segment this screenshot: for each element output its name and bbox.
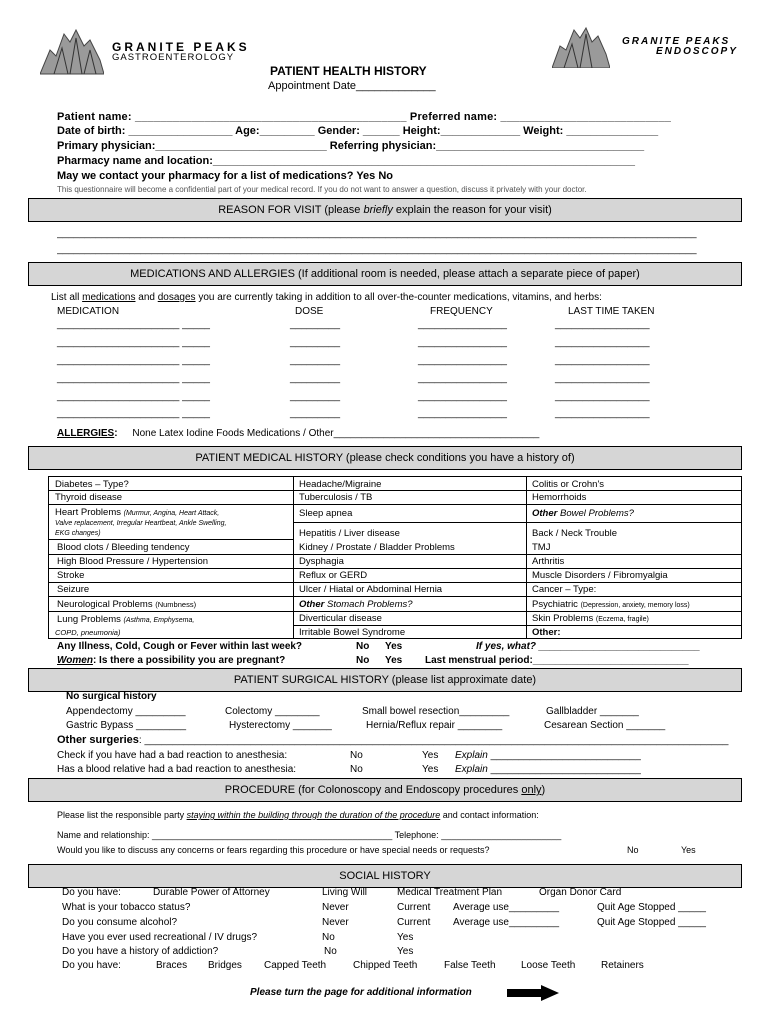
surg-cesarean[interactable]: Cesarean Section _______	[544, 720, 666, 731]
intro-dosages: dosages	[157, 292, 196, 303]
resp-post: and contact information:	[440, 810, 539, 820]
procedure-header	[28, 778, 742, 802]
organ-donor-card[interactable]: Organ Donor Card	[539, 887, 622, 898]
addiction-yes[interactable]: Yes	[397, 946, 414, 957]
anesthesia-self-no[interactable]: No	[350, 750, 363, 761]
cond-neuro-label: Neurological Problems	[57, 599, 153, 610]
cond-back-neck[interactable]: Back / Neck Trouble	[532, 528, 618, 539]
cond-ulcer[interactable]: Ulcer / Hiatal or Abdominal Hernia	[299, 584, 443, 595]
surg-hysterectomy[interactable]: Hysterectomy _______	[229, 720, 332, 731]
dob-row[interactable]: Date of birth: _________________ Age:_________ Gender: ______ Height:_____________ Weight: _______________	[57, 125, 659, 137]
cond-thyroid[interactable]: Thyroid disease	[55, 492, 123, 503]
col-last-taken: LAST TIME TAKEN	[568, 306, 655, 317]
cond-hemorrhoids[interactable]: Hemorrhoids	[532, 492, 587, 503]
discuss-yes[interactable]: Yes	[681, 845, 696, 855]
medical-treatment-plan[interactable]: Medical Treatment Plan	[397, 887, 503, 898]
col-frequency: FREQUENCY	[430, 306, 493, 317]
cond-arthritis[interactable]: Arthritis	[532, 556, 565, 567]
reason-header	[28, 198, 742, 222]
other-surgeries-line: : _________________________________________________________________________________________________________	[138, 735, 729, 746]
drugs-question: Have you ever used recreational / IV drugs?	[62, 932, 258, 943]
pharmacy-contact-row[interactable]: May we contact your pharmacy for a list of medications? Yes No	[57, 170, 394, 182]
cond-tuberculosis[interactable]: Tuberculosis / TB	[299, 492, 373, 503]
anesthesia-relative-explain[interactable]	[455, 764, 641, 775]
cond-other[interactable]: Other:	[532, 627, 561, 638]
illness-no[interactable]: No	[356, 641, 370, 652]
medications-header: MEDICATIONS AND ALLERGIES (If additional room is needed, please attach a separate piece of paper)	[28, 262, 742, 286]
left-logo-line1: GRANITE PEAKS	[112, 40, 250, 54]
reason-header-post: explain the reason for your visit)	[392, 204, 552, 216]
other-surgeries-row[interactable]	[57, 734, 733, 746]
illness-what[interactable]: If yes, what? _____________________________	[476, 641, 701, 652]
reason-header-em: briefly	[363, 204, 393, 216]
freq-line[interactable]: ________________	[418, 373, 507, 384]
dental-label: Do you have:	[62, 960, 121, 971]
surg-colectomy[interactable]: Colectomy ________	[225, 706, 320, 717]
procedure-header-only: only	[521, 784, 542, 796]
intro-post: you are currently taking in addition to all over-the-counter medications, vitamins, and herbs:	[195, 292, 602, 303]
other-stomach-label: Other	[299, 599, 325, 610]
alcohol-quit[interactable]: Quit Age Stopped _____	[597, 917, 706, 928]
reason-header-pre: REASON FOR VISIT (please	[218, 204, 364, 216]
med-line[interactable]: ______________________ _____	[57, 355, 210, 366]
addiction-question: Do you have a history of addiction?	[62, 946, 219, 957]
med-line[interactable]: ______________________ _____	[57, 408, 210, 419]
social-r1-label: Do you have:	[62, 887, 121, 898]
med-line[interactable]: ______________________ _____	[57, 319, 210, 330]
anesthesia-relative: Has a blood relative had a bad reaction to anesthesia:	[57, 764, 297, 775]
pregnancy-question	[57, 655, 285, 666]
lung-note-2: COPD, pneumonia)	[55, 628, 121, 637]
med-line[interactable]: ______________________ _____	[57, 373, 210, 384]
tobacco-question: What is your tobacco status?	[62, 902, 191, 913]
other-bowel-rest: Bowel Problems?	[557, 508, 634, 519]
anesthesia-self-yes[interactable]: Yes	[422, 750, 439, 761]
tobacco-quit[interactable]: Quit Age Stopped _____	[597, 902, 706, 913]
no-surgical-history[interactable]: No surgical history	[66, 691, 157, 702]
intro-pre: List all	[51, 292, 83, 303]
dose-line[interactable]: _________	[290, 373, 341, 384]
last-line[interactable]: _________________	[555, 319, 650, 330]
confidential-note: This questionnaire will become a confidential part of your medical record. If you do not want to answer a question, discuss it privately with your doctor.	[57, 185, 587, 194]
allergies-colon: :	[114, 428, 118, 439]
freq-line[interactable]: ________________	[418, 408, 507, 419]
cond-kidney[interactable]: Kidney / Prostate / Bladder Problems	[299, 542, 455, 553]
living-will[interactable]: Living Will	[322, 887, 368, 898]
explain-label: Explain	[455, 764, 488, 775]
freq-line[interactable]: ________________	[418, 337, 507, 348]
medical-history-table	[48, 476, 742, 639]
procedure-header-post: )	[541, 784, 546, 796]
heart-note: (Murmur, Angina, Heart Attack,	[123, 510, 220, 517]
reason-line-1[interactable]: ___________________________________________________________________________________________________________________	[57, 228, 697, 239]
cond-headache[interactable]: Headache/Migraine	[299, 479, 382, 490]
resp-underlined: staying within the building through the duration of the procedure	[186, 810, 441, 820]
psych-label: Psychiatric	[532, 599, 578, 610]
alcohol-current[interactable]: Current	[397, 917, 431, 928]
skin-note: (Eczema, fragile)	[595, 616, 649, 623]
durable-poa[interactable]: Durable Power of Attorney	[153, 887, 270, 898]
surg-appendectomy[interactable]: Appendectomy _________	[66, 706, 186, 717]
neuro-note: (Numbness)	[155, 600, 197, 609]
cond-hepatitis[interactable]: Hepatitis / Liver disease	[299, 528, 400, 539]
cond-diabetes[interactable]: Diabetes – Type?	[55, 479, 129, 490]
dose-line[interactable]: _________	[290, 408, 341, 419]
freq-line[interactable]: ________________	[418, 391, 507, 402]
dose-line[interactable]: _________	[290, 319, 341, 330]
heart-note-2: Valve replacement, Irregular Heartbeat, Ankle Swelling,	[55, 520, 227, 527]
lung-note: (Asthma, Emphysema,	[123, 617, 195, 624]
cond-muscle[interactable]: Muscle Disorders / Fibromyalgia	[532, 570, 668, 581]
surg-hernia[interactable]: Hernia/Reflux repair ________	[366, 720, 503, 731]
anesthesia-relative-yes[interactable]: Yes	[422, 764, 439, 775]
surg-gastric-bypass[interactable]: Gastric Bypass _________	[66, 720, 187, 731]
cond-dysphagia[interactable]: Dysphagia	[299, 556, 344, 567]
last-line[interactable]: _________________	[555, 408, 650, 419]
physician-row[interactable]: Primary physician:____________________________ Referring physician:__________________________________	[57, 140, 645, 152]
arrow-right-icon	[507, 985, 559, 1001]
social-header: SOCIAL HISTORY	[28, 864, 742, 888]
last-line[interactable]: _________________	[555, 355, 650, 366]
heart-note-3: EKG changes)	[55, 530, 101, 537]
explain-line: ___________________________	[487, 764, 641, 775]
footer-text: Please turn the page for additional information	[250, 987, 472, 998]
psych-note: (Depression, anxiety, memory loss)	[580, 602, 690, 609]
dental-capped[interactable]: Capped Teeth	[264, 960, 327, 971]
medical-history-header: PATIENT MEDICAL HISTORY (please check conditions you have a history of)	[28, 446, 742, 470]
intro-medications: medications	[82, 292, 136, 303]
dental-bridges[interactable]: Bridges	[208, 960, 242, 971]
right-logo-line2: ENDOSCOPY	[656, 46, 738, 57]
cond-colitis[interactable]: Colitis or Crohn's	[532, 479, 605, 490]
surg-small-bowel[interactable]: Small bowel resection_________	[362, 706, 510, 717]
patient-name-row[interactable]: Patient name: ___________________________________________ Preferred name: ___________________________	[57, 111, 672, 123]
lmp-field[interactable]: Last menstrual period:____________________________	[425, 655, 689, 666]
explain-label: Explain	[455, 750, 488, 761]
addiction-no[interactable]: No	[324, 946, 337, 957]
cond-neurological[interactable]	[57, 599, 196, 610]
med-line[interactable]: ______________________ _____	[57, 391, 210, 402]
dose-line[interactable]: _________	[290, 337, 341, 348]
last-line[interactable]: _________________	[555, 391, 650, 402]
col-medication: MEDICATION	[57, 306, 120, 317]
tobacco-never[interactable]: Never	[322, 902, 349, 913]
other-bowel-label: Other	[532, 508, 558, 519]
pharmacy-row[interactable]: Pharmacy name and location:_____________________________________________________________________	[57, 155, 635, 167]
cond-other-bowel[interactable]	[532, 508, 634, 519]
procedure-header-pre: PROCEDURE (for Colonoscopy and Endoscopy procedures	[224, 784, 522, 796]
alcohol-average[interactable]: Average use_________	[453, 917, 560, 928]
cond-seizure[interactable]: Seizure	[57, 584, 90, 595]
cond-tmj[interactable]: TMJ	[532, 542, 551, 553]
cond-heart-label: Heart Problems	[55, 507, 121, 518]
anesthesia-self-explain[interactable]	[455, 750, 641, 761]
cond-diverticular[interactable]: Diverticular disease	[299, 613, 382, 624]
illness-yes[interactable]: Yes	[385, 641, 403, 652]
left-logo	[40, 28, 250, 80]
drugs-yes[interactable]: Yes	[397, 932, 414, 943]
allergies-label: ALLERGIES	[57, 428, 115, 439]
illness-question: Any Illness, Cold, Cough or Fever within last week?	[57, 641, 303, 652]
appointment-date-field[interactable]: Appointment Date_____________	[268, 80, 436, 92]
cond-stroke[interactable]: Stroke	[57, 570, 85, 581]
dental-retainers[interactable]: Retainers	[601, 960, 644, 971]
cond-other-stomach[interactable]	[299, 599, 413, 610]
cond-lung[interactable]	[57, 614, 194, 626]
resp-pre: Please list the responsible party	[57, 810, 187, 820]
drugs-no[interactable]: No	[322, 932, 335, 943]
pregnancy-no[interactable]: No	[356, 655, 370, 666]
dental-chipped[interactable]: Chipped Teeth	[353, 960, 418, 971]
tobacco-current[interactable]: Current	[397, 902, 431, 913]
cond-blood-clots[interactable]: Blood clots / Bleeding tendency	[57, 542, 190, 553]
cond-hypertension[interactable]: High Blood Pressure / Hypertension	[57, 556, 209, 567]
dental-braces[interactable]: Braces	[156, 960, 188, 971]
reason-line-2[interactable]: ___________________________________________________________________________________________________________________	[57, 244, 697, 255]
cond-cancer[interactable]: Cancer – Type:	[532, 584, 597, 595]
allergies-row	[57, 428, 539, 439]
surgical-header: PATIENT SURGICAL HISTORY (please list approximate date)	[28, 668, 742, 692]
left-logo-line2: GASTROENTEROLOGY	[112, 52, 235, 63]
alcohol-never[interactable]: Never	[322, 917, 349, 928]
alcohol-question: Do you consume alcohol?	[62, 917, 178, 928]
discuss-no[interactable]: No	[627, 845, 639, 855]
explain-line: ___________________________	[487, 750, 641, 761]
discuss-question: Would you like to discuss any concerns or fears regarding this procedure or have special needs or requests?	[57, 845, 490, 855]
page-title: PATIENT HEALTH HISTORY	[270, 64, 427, 78]
right-logo	[552, 26, 752, 72]
last-line[interactable]: _________________	[555, 373, 650, 384]
cond-sleep-apnea[interactable]: Sleep apnea	[299, 508, 353, 519]
responsible-party-text	[57, 810, 539, 820]
dental-loose[interactable]: Loose Teeth	[521, 960, 576, 971]
anesthesia-self: Check if you have had a bad reaction to anesthesia:	[57, 750, 288, 761]
women-question: : Is there a possibility you are pregnant?	[92, 655, 286, 666]
cond-reflux[interactable]: Reflux or GERD	[299, 570, 368, 581]
pregnancy-yes[interactable]: Yes	[385, 655, 403, 666]
last-line[interactable]: _________________	[555, 337, 650, 348]
surg-gallbladder[interactable]: Gallbladder _______	[546, 706, 639, 717]
medications-intro	[51, 292, 602, 303]
dose-line[interactable]: _________	[290, 391, 341, 402]
other-stomach-rest: Stomach Problems?	[324, 599, 413, 610]
women-label: Women	[57, 655, 93, 666]
dose-line[interactable]: _________	[290, 355, 341, 366]
cond-lung-label: Lung Problems	[57, 614, 121, 625]
intro-mid: and	[135, 292, 158, 303]
mountain-icon	[40, 28, 104, 76]
cond-ibs[interactable]: Irritable Bowel Syndrome	[299, 627, 406, 638]
cond-skin[interactable]	[532, 613, 649, 625]
allergies-options[interactable]: None Latex Iodine Foods Medications / Other_____________________________________	[132, 428, 540, 439]
dental-false[interactable]: False Teeth	[444, 960, 496, 971]
name-relationship-field[interactable]: Name and relationship: ________________________________________________ Telephone: ________________________	[57, 830, 562, 840]
skin-label: Skin Problems	[532, 613, 594, 624]
freq-line[interactable]: ________________	[418, 355, 507, 366]
med-line[interactable]: ______________________ _____	[57, 337, 210, 348]
tobacco-average[interactable]: Average use_________	[453, 902, 560, 913]
mountain-icon	[552, 26, 610, 68]
freq-line[interactable]: ________________	[418, 319, 507, 330]
anesthesia-relative-no[interactable]: No	[350, 764, 363, 775]
other-surgeries-label: Other surgeries	[57, 734, 139, 746]
right-logo-line1: GRANITE PEAKS	[622, 36, 731, 47]
cond-psychiatric[interactable]	[532, 599, 690, 611]
col-dose: DOSE	[295, 306, 324, 317]
